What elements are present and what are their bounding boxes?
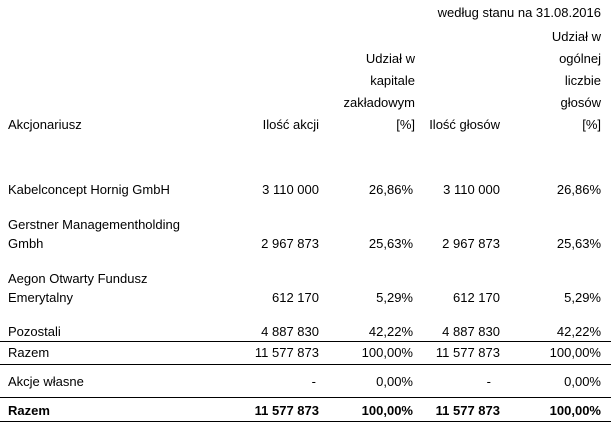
row-akcje-wlasne-name: Akcje własne (8, 374, 84, 389)
row-razem-votes: 11 577 873 (435, 345, 500, 360)
row-total-shares: 11 577 873 (254, 403, 319, 418)
row-aegon-votes: 612 170 (453, 290, 500, 305)
header-capital-share-line-2: kapitale (370, 73, 415, 88)
row-aegon-name-line-2: Emerytalny (8, 290, 74, 305)
header-votes: Ilość głosów (429, 117, 500, 132)
row-pozostali-votes-pct: 42,22% (556, 324, 601, 339)
row-razem-votes-pct: 100,00% (549, 345, 601, 360)
row-gerstner-votes-pct: 25,63% (556, 236, 601, 251)
row-gerstner-shares: 2 967 873 (261, 236, 319, 251)
row-kabelconcept-shares: 3 110 000 (262, 182, 319, 197)
row-aegon-shares: 612 170 (272, 290, 319, 305)
row-akcje-wlasne-votes-pct: 0,00% (564, 374, 601, 389)
row-pozostali-votes: 4 887 830 (442, 324, 500, 339)
header-votes-share-line-4: głosów (560, 95, 601, 110)
row-razem-name: Razem (8, 345, 50, 360)
row-razem-capital-pct: 100,00% (361, 345, 413, 360)
row-aegon-name-line-1: Aegon Otwarty Fundusz (8, 271, 148, 286)
row-gerstner-capital-pct: 25,63% (368, 236, 413, 251)
as-of-date: według stanu na 31.08.2016 (437, 5, 601, 20)
row-gerstner-name-line-1: Gerstner Managementholding (8, 217, 180, 232)
row-pozostali-capital-pct: 42,22% (368, 324, 413, 339)
row-aegon-capital-pct: 5,29% (376, 290, 413, 305)
row-total-votes-pct: 100,00% (549, 403, 601, 418)
header-votes-share-line-3: liczbie (564, 73, 601, 88)
header-capital-share-line-4: [%] (396, 117, 415, 132)
row-akcje-wlasne-capital-pct: 0,00% (376, 374, 413, 389)
row-total-name: Razem (8, 403, 50, 418)
row-kabelconcept-name: Kabelconcept Hornig GmbH (8, 182, 170, 197)
row-total-votes: 11 577 873 (435, 403, 500, 418)
row-akcje-wlasne-votes: - (486, 374, 491, 389)
row-pozostali-shares: 4 887 830 (261, 324, 319, 339)
header-capital-share-line-3: zakładowym (343, 95, 415, 110)
row-aegon-votes-pct: 5,29% (564, 290, 601, 305)
divider-line (0, 364, 611, 365)
row-razem-shares: 11 577 873 (254, 345, 319, 360)
header-votes-share-line-2: ogólnej (559, 51, 601, 66)
row-gerstner-votes: 2 967 873 (442, 236, 500, 251)
header-capital-share-line-1: Udział w (365, 51, 415, 66)
header-votes-share-line-1: Udział w (551, 29, 601, 44)
row-kabelconcept-capital-pct: 26,86% (368, 182, 413, 197)
row-kabelconcept-votes-pct: 26,86% (556, 182, 601, 197)
header-shareholder: Akcjonariusz (8, 117, 82, 132)
header-shares: Ilość akcji (262, 117, 319, 132)
row-total-capital-pct: 100,00% (361, 403, 413, 418)
divider-line (0, 341, 611, 342)
row-kabelconcept-votes: 3 110 000 (443, 182, 500, 197)
divider-line (0, 397, 611, 398)
row-pozostali-name: Pozostali (8, 324, 61, 339)
header-votes-share-line-5: [%] (582, 117, 601, 132)
row-akcje-wlasne-shares: - (311, 374, 316, 389)
divider-line (0, 421, 611, 422)
row-gerstner-name-line-2: Gmbh (8, 236, 44, 251)
